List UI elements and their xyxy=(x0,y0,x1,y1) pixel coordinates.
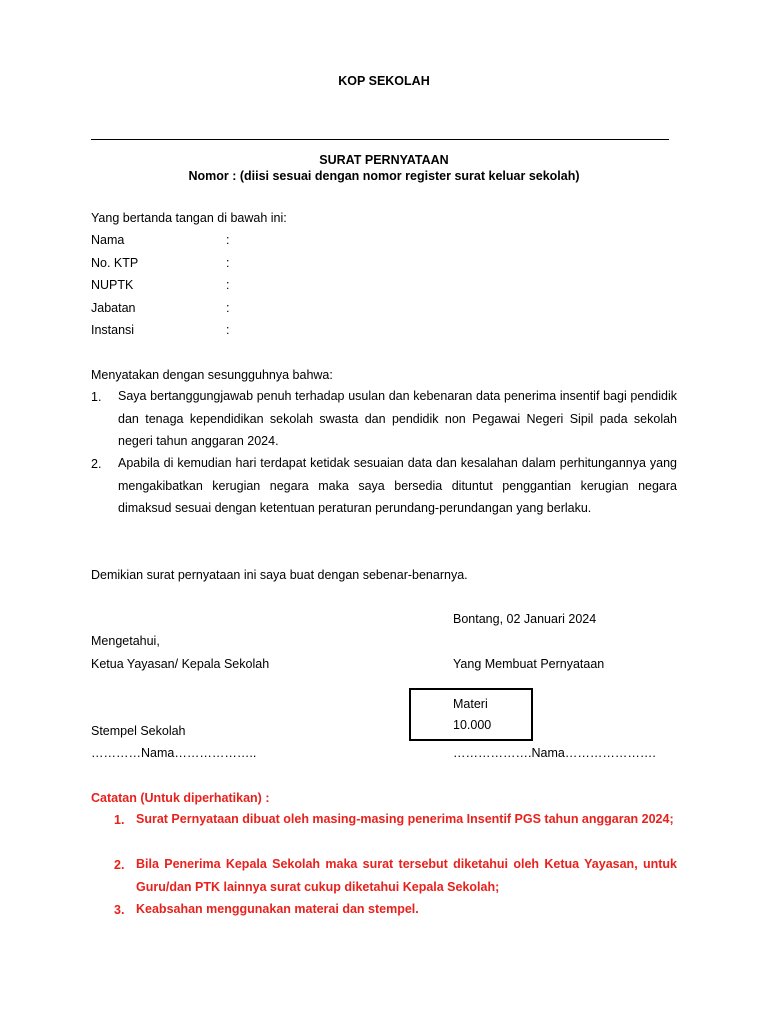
statement-number: 2. xyxy=(91,457,102,471)
kop-sekolah: KOP SEKOLAH xyxy=(338,74,430,88)
left-signatory-role: Ketua Yayasan/ Kepala Sekolah xyxy=(91,657,270,671)
note-number: 2. xyxy=(114,858,125,872)
field-colon: : xyxy=(226,256,230,270)
place-date: Bontang, 02 Januari 2024 xyxy=(453,612,597,626)
field-colon: : xyxy=(226,323,230,337)
statement-intro: Menyatakan dengan sesungguhnya bahwa: xyxy=(91,368,333,382)
field-label-jabatan: Jabatan xyxy=(91,301,136,315)
field-label-instansi: Instansi xyxy=(91,323,135,337)
right-signatory-role: Yang Membuat Pernyataan xyxy=(453,657,605,671)
note-number: 3. xyxy=(114,903,125,917)
right-signatory-name: ……………….Nama…………………. xyxy=(453,746,656,760)
materai-value: 10.000 xyxy=(453,718,492,732)
header-divider xyxy=(91,139,669,140)
note-number: 1. xyxy=(114,813,125,827)
field-label-ktp: No. KTP xyxy=(91,256,139,270)
statement-text: Saya bertanggungjawab penuh terhadap usulan dan kebenaran data penerima insentif bagi pendidik dan tenaga kependidikan sekolah swasta dan pendidik non Pegawai Negeri Sipil pada sekolah negeri tahun anggaran 2024. xyxy=(118,389,677,448)
document-number: Nomor : (diisi sesuai dengan nomor register surat keluar sekolah) xyxy=(188,169,580,183)
field-label-nuptk: NUPTK xyxy=(91,278,134,292)
field-colon: : xyxy=(226,233,230,247)
field-colon: : xyxy=(226,301,230,315)
stempel-label: Stempel Sekolah xyxy=(91,724,186,738)
intro-text: Yang bertanda tangan di bawah ini: xyxy=(91,211,287,225)
closing-text: Demikian surat pernyataan ini saya buat dengan sebenar-benarnya. xyxy=(91,568,468,582)
note-text: Surat Pernyataan dibuat oleh masing-masing penerima Insentif PGS tahun anggaran 2024; xyxy=(136,812,674,826)
statement-text: Apabila di kemudian hari terdapat ketidak sesuaian data dan kesalahan dalam perhitungannya yang mengakibatkan kerugian negara maka saya bersedia dituntut penggantian kerugian negara dimaksud sesuai dengan ketentuan peraturan perundang-perundangan yang berlaku. xyxy=(118,456,677,515)
materai-label: Materi xyxy=(453,697,488,711)
notes-title: Catatan (Untuk diperhatikan) : xyxy=(91,791,270,805)
note-text: Keabsahan menggunakan materai dan stempel. xyxy=(136,902,419,916)
materai-box xyxy=(409,688,533,741)
statement-number: 1. xyxy=(91,390,102,404)
field-label-nama: Nama xyxy=(91,233,125,247)
left-signatory-name: …………Nama……………….. xyxy=(91,746,257,760)
mengetahui-label: Mengetahui, xyxy=(91,634,160,648)
document-title: SURAT PERNYATAAN xyxy=(319,153,449,167)
note-text: Bila Penerima Kepala Sekolah maka surat tersebut diketahui oleh Ketua Yayasan, untuk Guru/dan PTK lainnya surat cukup diketahui Kepala Sekolah; xyxy=(136,857,677,894)
field-colon: : xyxy=(226,278,230,292)
